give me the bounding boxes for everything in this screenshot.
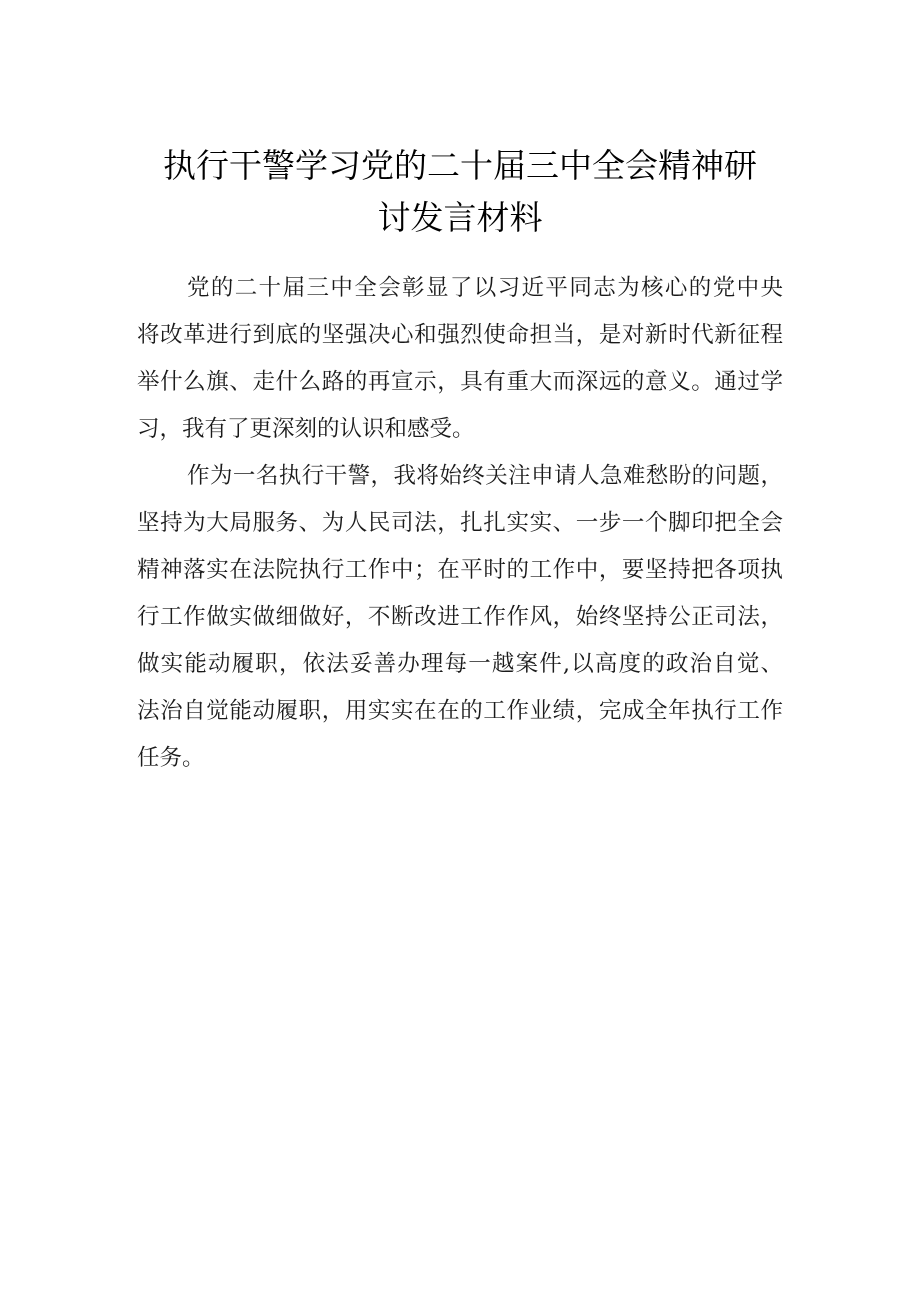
paragraph-2-line-3: 精神落实在法院执行工作中；在平时的工作中，要坚持把各项执: [137, 557, 783, 583]
paragraph-1-line-3: 举什么旗、走什么路的再宣示，具有重大而深远的意义。通过学: [137, 369, 783, 395]
paragraph-2-line-1: 作为一名执行干警，我将始终关注申请人急难愁盼的问题，: [187, 463, 783, 489]
paragraph-1-line-1: 党的二十届三中全会彰显了以习近平同志为核心的党中央: [187, 275, 783, 301]
paragraph-2: [137, 453, 783, 782]
paragraph-2-line-7: 任务。: [137, 745, 205, 771]
paragraph-1-line-2: 将改革进行到底的坚强决心和强烈使命担当，是对新时代新征程: [137, 322, 783, 348]
document-title: [130, 140, 790, 244]
paragraph-2-line-4: 行工作做实做细做好，不断改进工作作风，始终坚持公正司法，: [137, 604, 783, 630]
title-line-1: 执行干警学习党的二十届三中全会精神研: [163, 146, 757, 185]
paragraph-2-line-2: 坚持为大局服务、为人民司法，扎扎实实、一步一个脚印把全会: [137, 510, 783, 536]
title-line-2: 讨发言材料: [377, 198, 543, 237]
document-body: [137, 265, 783, 782]
paragraph-2-line-5: 做实能动履职，依法妥善办理每一越案件,以高度的政治自觉、: [137, 651, 783, 677]
paragraph-1-line-4: 习，我有了更深刻的认识和感受。: [137, 416, 475, 442]
paragraph-2-line-6: 法治自觉能动履职，用实实在在的工作业绩，完成全年执行工作: [137, 698, 783, 724]
paragraph-1: [137, 265, 783, 453]
